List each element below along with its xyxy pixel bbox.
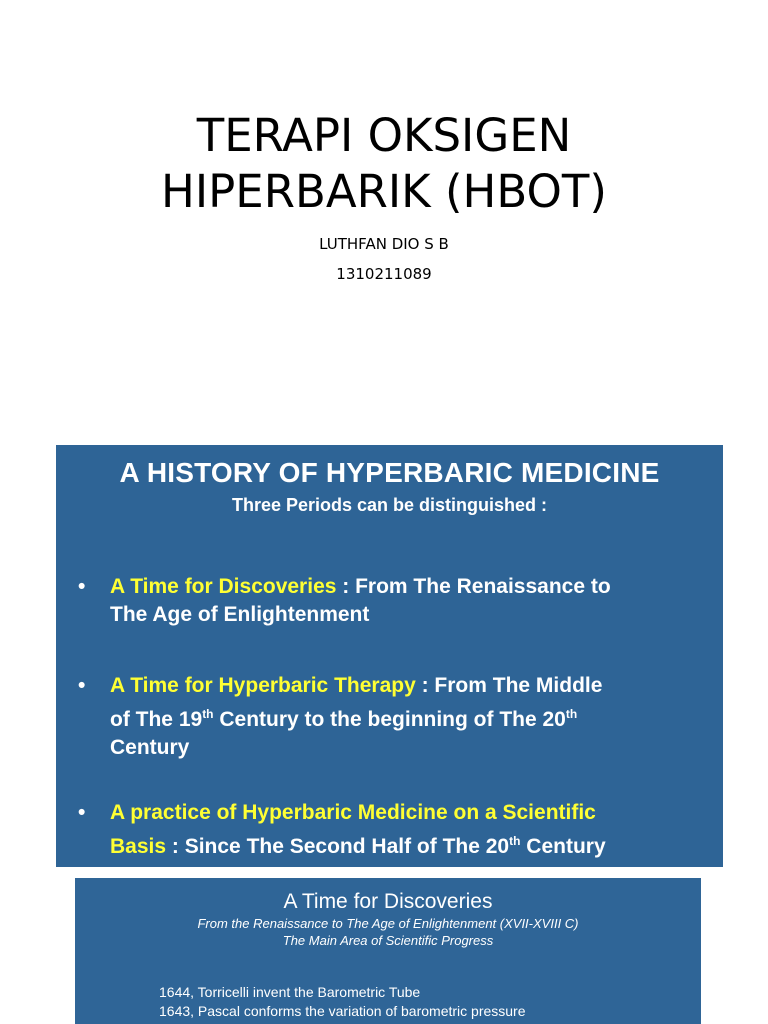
presentation-title — [0, 108, 768, 220]
bullet-text: Century — [520, 835, 606, 858]
bullet-hyperbaric-therapy — [78, 672, 708, 762]
bullet-dot-icon: • — [78, 801, 86, 824]
bullet-discoveries — [78, 573, 708, 629]
discovery-item: 1644, Torricelli invent the Barometric Tube — [159, 984, 421, 1000]
bullet-dot-icon: • — [78, 674, 86, 697]
discoveries-slide — [75, 878, 701, 1024]
bullet-highlight: A practice of Hyperbaric Medicine on a Scientific — [110, 801, 596, 824]
bullet-highlight: Basis — [110, 835, 167, 858]
discoveries-title: A Time for Discoveries — [283, 890, 493, 913]
author-name: LUTHFAN DIO S B — [319, 235, 449, 253]
title-slide — [0, 0, 768, 420]
history-subtitle: Three Periods can be distinguished : — [231, 495, 548, 515]
superscript: th — [509, 834, 521, 848]
bullet-text: of The 19 — [110, 708, 203, 731]
history-slide — [56, 445, 723, 867]
history-title: A HISTORY OF HYPERBARIC MEDICINE — [119, 457, 660, 488]
title-line-2: HIPERBARIK (HBOT) — [161, 165, 607, 218]
bullet-text: : From The Renaissance to — [336, 575, 611, 598]
bullet-text: : From The Middle — [415, 674, 603, 697]
student-id: 1310211089 — [336, 265, 432, 283]
bullet-highlight: A Time for Discoveries — [110, 575, 337, 598]
bullet-text: : Since The Second Half of The 20 — [166, 835, 510, 858]
bullet-dot-icon: • — [78, 575, 86, 598]
discovery-item: 1643, Pascal conforms the variation of barometric pressure — [159, 1003, 526, 1019]
bullet-scientific-basis — [78, 799, 708, 861]
discoveries-subtitle: From the Renaissance to The Age of Enlightenment (XVII-XVIII C) — [197, 916, 579, 931]
bullet-highlight: A Time for Hyperbaric Therapy — [110, 674, 416, 697]
bullet-text: Century — [110, 736, 190, 759]
discoveries-subtitle: The Main Area of Scientific Progress — [282, 933, 494, 948]
superscript: th — [565, 707, 578, 721]
superscript: th — [202, 707, 214, 721]
title-line-1: TERAPI OKSIGEN — [196, 109, 572, 162]
bullet-text: The Age of Enlightenment — [110, 603, 370, 626]
bullet-text: Century to the beginning of The 20 — [213, 708, 566, 731]
